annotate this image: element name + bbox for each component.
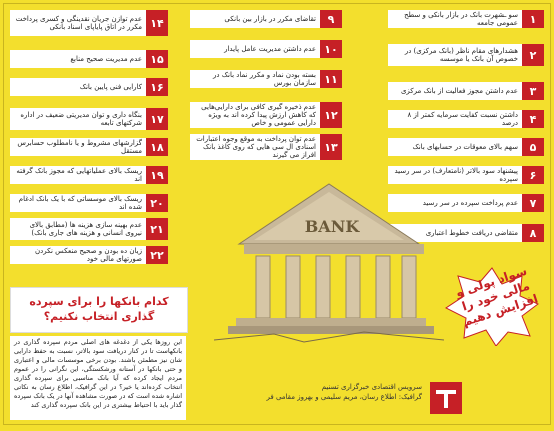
list-item: [190, 10, 342, 28]
list-item: [388, 44, 544, 66]
item-text: سهم بالای معوقات در حسابهای بانک: [388, 138, 522, 156]
list-item: [190, 40, 342, 58]
item-text: عدم ذخیره گیری کافی برای دارایی‌هایی که کاهش ارزش پیدا کرده اند به ویژه دارایی عمومی و خاص: [190, 102, 320, 128]
item-number: ۱۶: [146, 78, 168, 96]
item-text: بنگاه داری و توان مدیریتی ضعیف در اداره شرکتهای تابعه: [10, 108, 146, 130]
list-item: [10, 108, 168, 130]
item-number: ۵: [522, 138, 544, 156]
list-item: [10, 194, 168, 212]
list-item: [10, 50, 168, 68]
item-number: ۱۰: [320, 40, 342, 58]
list-item: [10, 218, 168, 240]
list-item: [388, 82, 544, 100]
item-text: ریسک بالای موسساتی که با یک بانک ادغام شده اند: [10, 194, 146, 212]
item-number: ۶: [522, 166, 544, 184]
question-title: کدام بانکها را برای سپرده گذاری انتخاب نکنیم؟: [29, 295, 169, 323]
item-number: ۱۲: [320, 102, 342, 128]
item-text: عدم توازن جریان نقدینگی و کسری پرداخت مکرر در اتاق پایاپای اسناد بانکی: [10, 10, 146, 36]
item-number: ۱۸: [146, 138, 168, 156]
news-agency-logo-icon: [428, 378, 464, 418]
list-item: [388, 10, 544, 28]
item-text: متقاضی دریافت خطوط اعتباری: [388, 224, 522, 242]
credit-block: [236, 382, 422, 418]
list-item: [10, 138, 168, 156]
item-text: عدم داشتن مجوز فعالیت از بانک مرکزی: [388, 82, 522, 100]
list-item: [10, 166, 168, 184]
item-text: عدم پرداخت سپرده در سر رسید: [388, 194, 522, 212]
credit-line-1: سرویس اقتصادی خبرگزاری تسنیم: [321, 383, 422, 391]
infographic: [3, 3, 551, 425]
item-number: ۲۰: [146, 194, 168, 212]
item-number: ۱۴: [146, 10, 168, 36]
item-number: ۲۲: [146, 246, 168, 264]
list-item: [388, 138, 544, 156]
item-text: داشتن نسبت کفایت سرمایه کمتر از ۸ درصد: [388, 110, 522, 128]
item-text: تقاضای مکرر در بازار بین بانکی: [190, 10, 320, 28]
item-text: بسته بودن نماد و مکرر نماد بانک در سازمان بورس: [190, 70, 320, 88]
item-number: ۹: [320, 10, 342, 28]
item-number: ۲: [522, 44, 544, 66]
item-text: کارایی فنی پایین بانک: [10, 78, 146, 96]
item-number: ۲۱: [146, 218, 168, 240]
item-number: ۱۷: [146, 108, 168, 130]
item-number: ۴: [522, 110, 544, 128]
list-item: [190, 102, 342, 128]
item-text: عدم داشتن مدیریت عامل پایدار: [190, 40, 320, 58]
bank-building-illustration: [214, 174, 444, 344]
item-number: ۱۱: [320, 70, 342, 88]
intro-paragraph: این روزها یکی از دغدغه های اصلی مردم سپرده گذاری در بانکهاست تا در کنار دریافت سود بالاتر، نسبت به حفظ دارایی شان نیز مطمئن باشند. بودن برخی موسسات مالی و اعتباری و حتی بانکها در آستانه ورشکستگی، این نگرانی را در عموم مردم ایجاد کرده که آیا بانک مناسبی برای سپرده گذاری انتخاب کرده‌اند یا خیر؟ در این گرافیک، اطلاع رسان به نکاتی اشاره شده است که در صورت مشاهده آنها در یک بانک سپرده گذار باید با احتیاط بیشتری در این بانک سپرده گذاری کند: [10, 336, 186, 420]
item-number: ۸: [522, 224, 544, 242]
list-item: [190, 134, 342, 160]
credit-line-2: گرافیک: اطلاع رسان، مریم سلیمی و بهروز مقامی فر: [266, 393, 422, 401]
item-number: ۱: [522, 10, 544, 28]
list-item: [10, 246, 168, 264]
bank-label: BANK: [304, 217, 360, 236]
item-number: ۷: [522, 194, 544, 212]
item-text: عدم مدیریت صحیح منابع: [10, 50, 146, 68]
list-item: [10, 78, 168, 96]
item-text: عدم بهینه سازی هزینه ها (مطابق بالای نیروی انسانی و هزینه های جاری بانک): [10, 218, 146, 240]
item-text: ریسک بالای عملیاتهایی که مجوز بانک گرفته اند: [10, 166, 146, 184]
item-number: ۱۹: [146, 166, 168, 184]
item-text: سو ـشهرت بانک در بازار بانکی و سطح عمومی جامعه: [388, 10, 522, 28]
item-text: پیشنهاد سود بالاتر (نامتعارف) در سر رسید سپرده: [388, 166, 522, 184]
item-number: ۳: [522, 82, 544, 100]
badge-text: سواد پولی و مالی خود را افزایش دهیم: [453, 263, 540, 329]
item-text: عدم توان پرداخت به موقع وجوه اعتبارات اسنادی ال سی هایی که روی کاغذ بانک افراز می گیرند: [190, 134, 320, 160]
list-item: [190, 70, 342, 88]
list-item: [10, 10, 168, 36]
item-text: زیان ده بودن و صحیح منعکس نکردن صورتهای مالی خود: [10, 246, 146, 264]
list-item: [388, 110, 544, 128]
question-box: [10, 287, 188, 333]
item-number: ۱۵: [146, 50, 168, 68]
item-text: هشدارهای مقام ناظر (بانک مرکزی) در خصوص آن بانک یا موسسه: [388, 44, 522, 66]
item-number: ۱۳: [320, 134, 342, 160]
item-text: گزارشهای مشروط و یا نامطلوب حسابرس مستقل: [10, 138, 146, 156]
